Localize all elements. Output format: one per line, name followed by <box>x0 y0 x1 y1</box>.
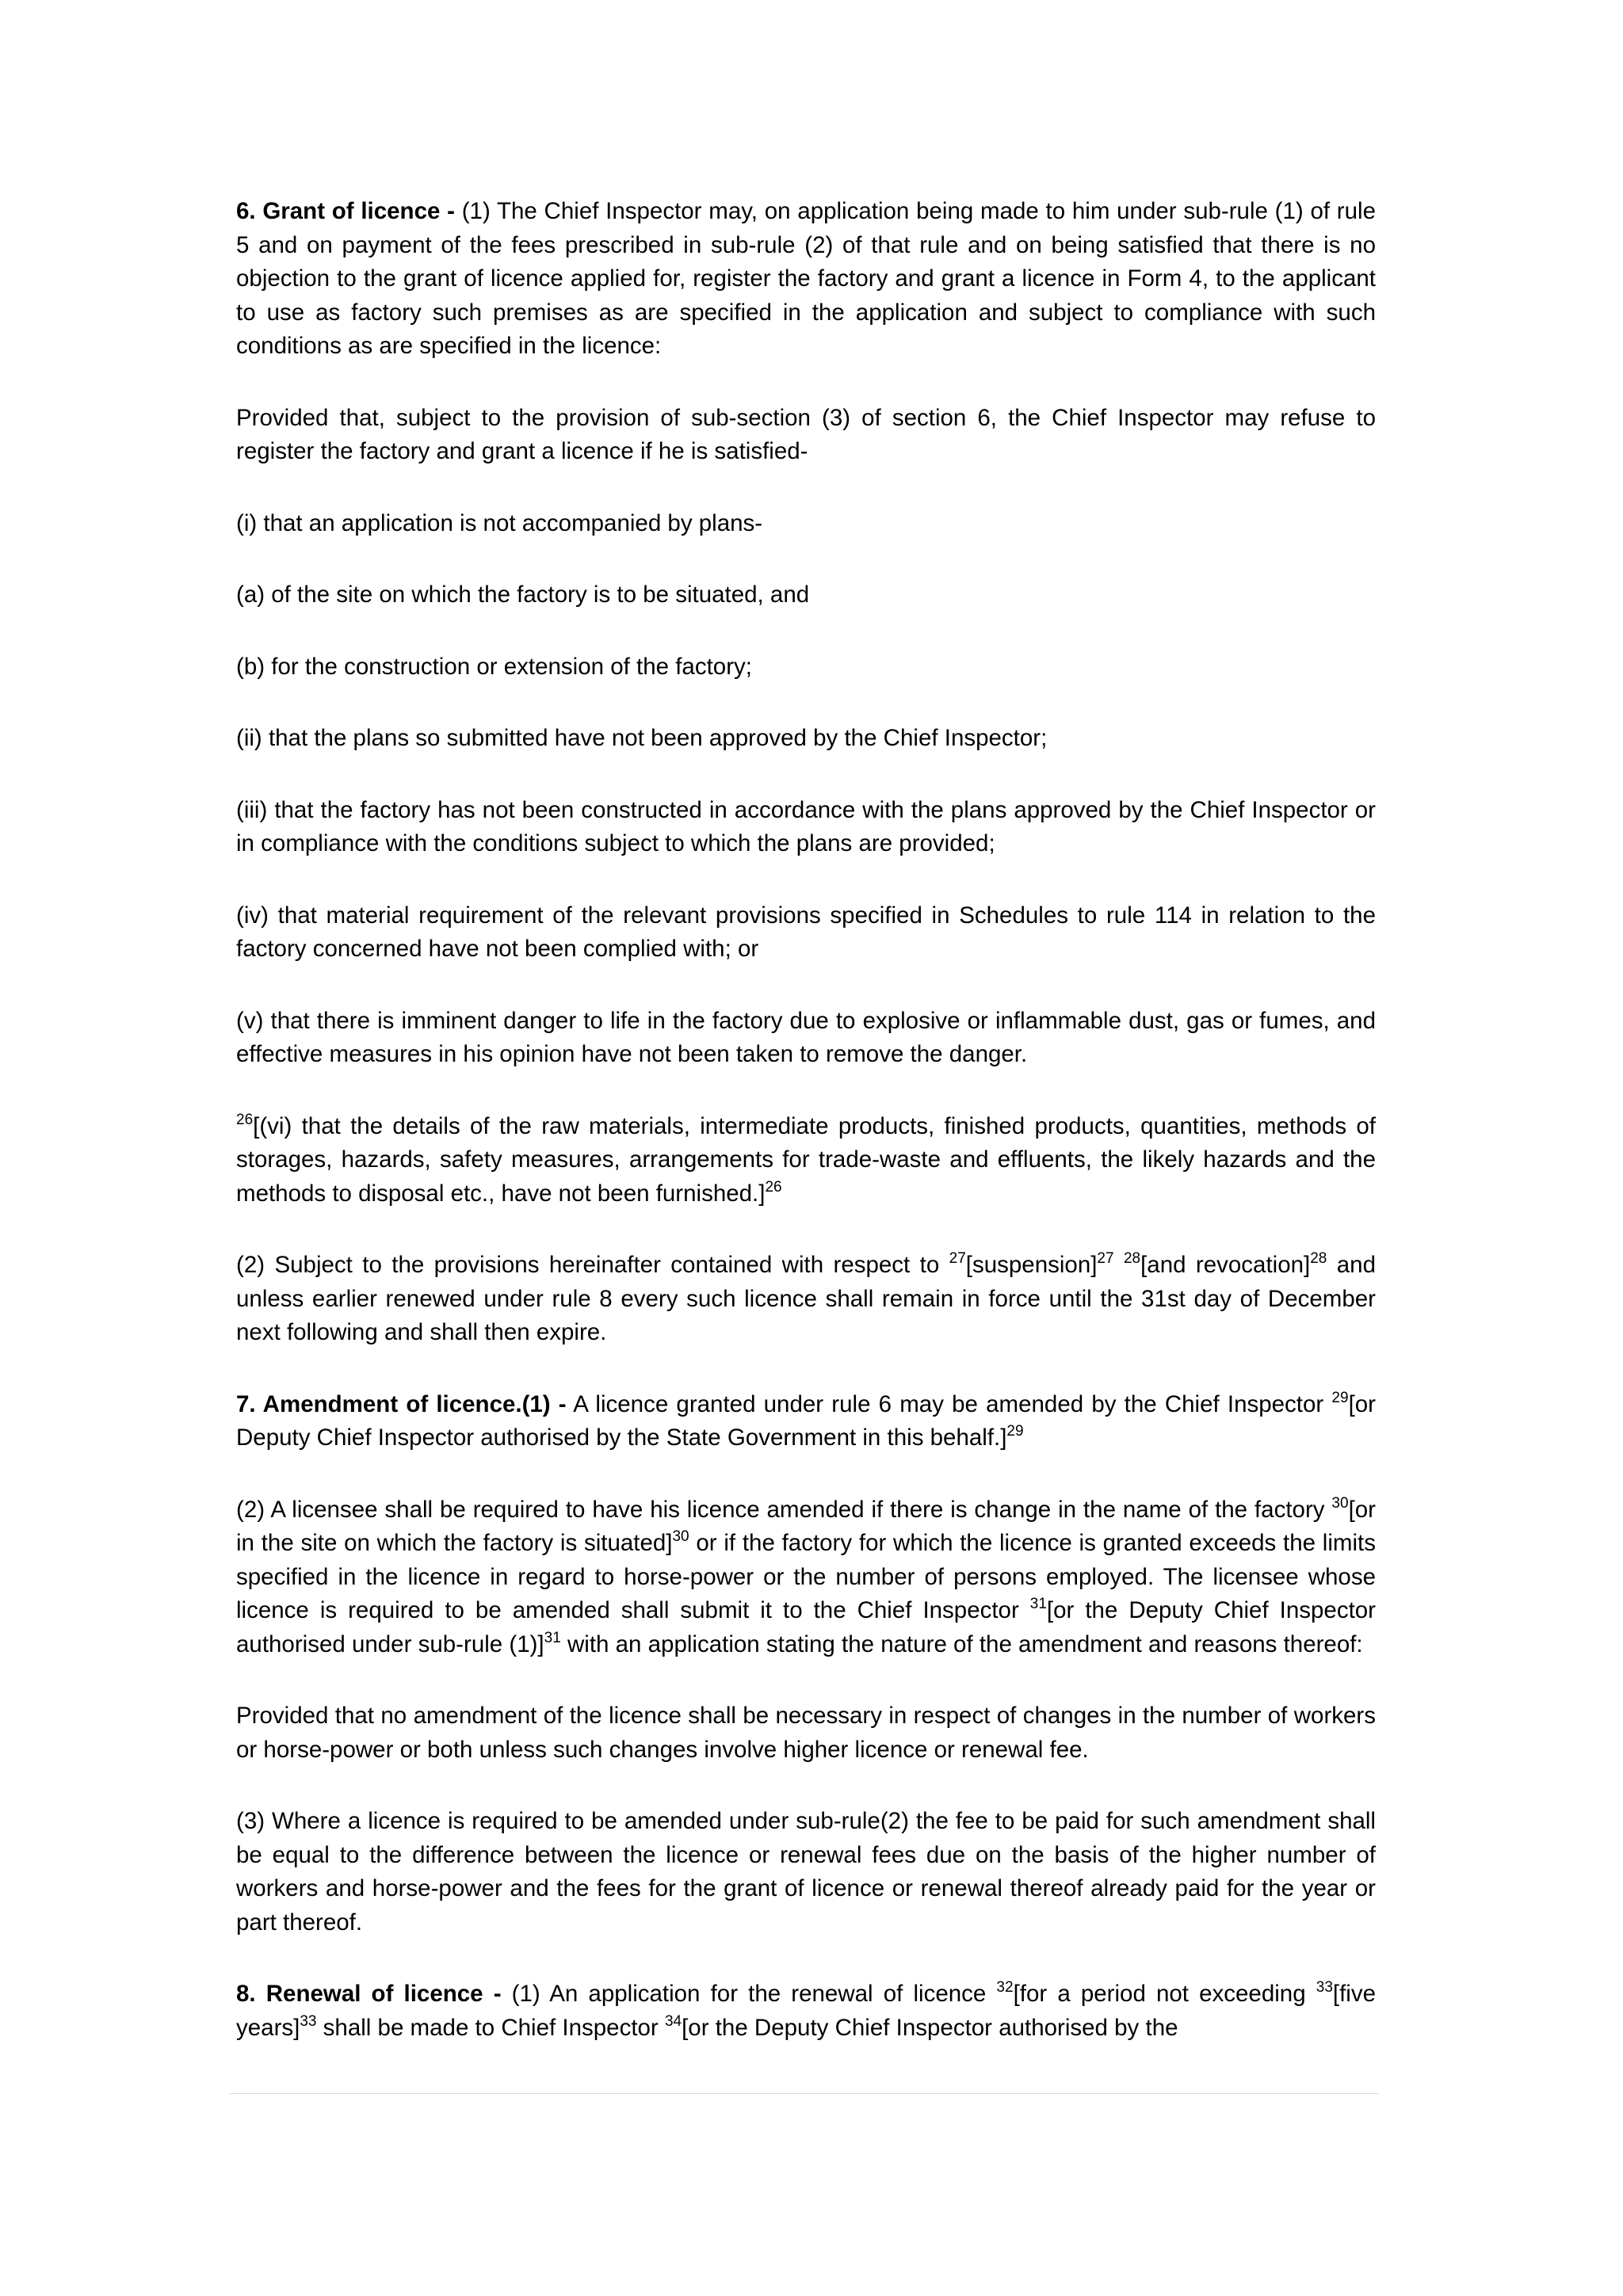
rule-7-paragraph-2: (2) A licensee shall be required to have his licence amended if there is change in the name of the factory $^{30}$[or in the site on which the factory is situated]$^{30}$ or if the factory for which the licence is granted exceeds the limits specified in the licence in regard to horse-power or the number of persons employed. The licensee whose licence is required to be amended shall submit it to the Chief Inspector $^{31}$[or the Deputy Chief Inspector authorised under sub-rule (1)]$^{31}$ with an application stating the nature of the amendment and reasons thereof: <box>236 1494 1376 1657</box>
rule-7-proviso: Provided that no amendment of the licence shall be necessary in respect of changes in the number of workers or horse-power or both unless such changes involve higher licence or renewal fee. <box>236 1703 1376 1763</box>
footnote-marker: 31 <box>544 1629 561 1646</box>
footnote-marker: 26 <box>765 1178 782 1196</box>
footnote-marker: 28 <box>1123 1250 1141 1267</box>
footnote-marker: 29 <box>1331 1389 1349 1406</box>
footnote-marker: 26 <box>236 1111 254 1128</box>
rule-8-heading: 8. Renewal of licence - <box>236 1981 502 2007</box>
footnote-marker: 30 <box>672 1528 689 1545</box>
footnote-marker: 30 <box>1331 1494 1349 1512</box>
footnote-marker: 33 <box>300 2012 317 2030</box>
footnote-marker: 27 <box>1097 1250 1114 1267</box>
clause-ii: (ii) that the plans so submitted have not been approved by the Chief Inspector; <box>236 725 1048 751</box>
rule-7-heading: 7. Amendment of licence.(1) - <box>236 1390 567 1417</box>
rule-7-paragraph-1: 7. Amendment of licence.(1) - A licence granted under rule 6 may be amended by the Chief Inspector $^{29}$[or Deputy Chief Inspector authorised by the State Government in this behalf.]$^{29}$ <box>236 1389 1376 1451</box>
footnote-marker: 27 <box>949 1250 966 1267</box>
document-body <box>236 195 1376 2045</box>
rule-7-paragraph-3: (3) Where a licence is required to be amended under sub-rule(2) the fee to be paid for such amendment shall be equal to the difference between the licence or renewal fees due on the basis of the higher number of workers and horse-power and the fees for the grant of licence or renewal thereof already paid for the year or part thereof. <box>236 1808 1376 1936</box>
rule-8-paragraph-1: 8. Renewal of licence - (1) An application for the renewal of licence $^{32}$[for a period not exceeding $^{33}$[five years]$^{33}$ shall be made to Chief Inspector $^{34}$[or the Deputy Chief Inspector authorised by the <box>236 1979 1376 2041</box>
clause-i: (i) that an application is not accompanied by plans- <box>236 509 763 536</box>
footnote-marker: 28 <box>1310 1250 1327 1267</box>
rule-6-heading: 6. Grant of licence - <box>236 198 455 224</box>
clause-iii: (iii) that the factory has not been constructed in accordance with the plans approved by the Chief Inspector or in compliance with the conditions subject to which the plans are provided; <box>236 796 1376 856</box>
footnote-marker: 32 <box>996 1979 1014 1996</box>
footnote-marker: 29 <box>1006 1423 1024 1440</box>
clause-b: (b) for the construction or extension of the factory; <box>236 653 752 680</box>
page-bottom-rule <box>230 2093 1379 2094</box>
rule-6-paragraph-2: (2) Subject to the provisions hereinafter contained with respect to $^{27}$[suspension]$^{27}$ $^{28}$[and revocation]$^{28}$ and unless earlier renewed under rule 8 every such licence shall remain in force until the 31st day of December next following and shall then expire. <box>236 1250 1376 1345</box>
clause-iv: (iv) that material requirement of the relevant provisions specified in Schedules to rule 114 in relation to the factory concerned have not been complied with; or <box>236 902 1376 962</box>
footnote-marker: 34 <box>664 2012 682 2030</box>
clause-vi: $^{26}$[(vi) that the details of the raw materials, intermediate products, finished products, quantities, methods of storages, hazards, safety measures, arrangements for trade-waste and effluents, the likely hazards and the methods to disposal etc., have not been furnished.]$^{26}$ <box>236 1111 1376 1207</box>
footnote-marker: 33 <box>1316 1979 1333 1996</box>
rule-6-paragraph-1: 6. Grant of licence - (1) The Chief Inspector may, on application being made to him under sub-rule (1) of rule 5 and on payment of the fees prescribed in sub-rule (2) of that rule and on being satisfied that there is no objection to the grant of licence applied for, register the factory and grant a licence in Form 4, to the applicant to use as factory such premises as are specified in the application and subject to compliance with such conditions as are specified in the licence: <box>236 198 1376 359</box>
rule-6-proviso: Provided that, subject to the provision of sub-section (3) of section 6, the Chief Inspector may refuse to register the factory and grant a licence if he is satisfied- <box>236 404 1376 464</box>
footnote-marker: 31 <box>1029 1596 1047 1612</box>
clause-a: (a) of the site on which the factory is to be situated, and <box>236 582 810 608</box>
clause-v: (v) that there is imminent danger to life in the factory due to explosive or inflammable dust, gas or fumes, and effective measures in his opinion have not been taken to remove the danger. <box>236 1007 1376 1067</box>
